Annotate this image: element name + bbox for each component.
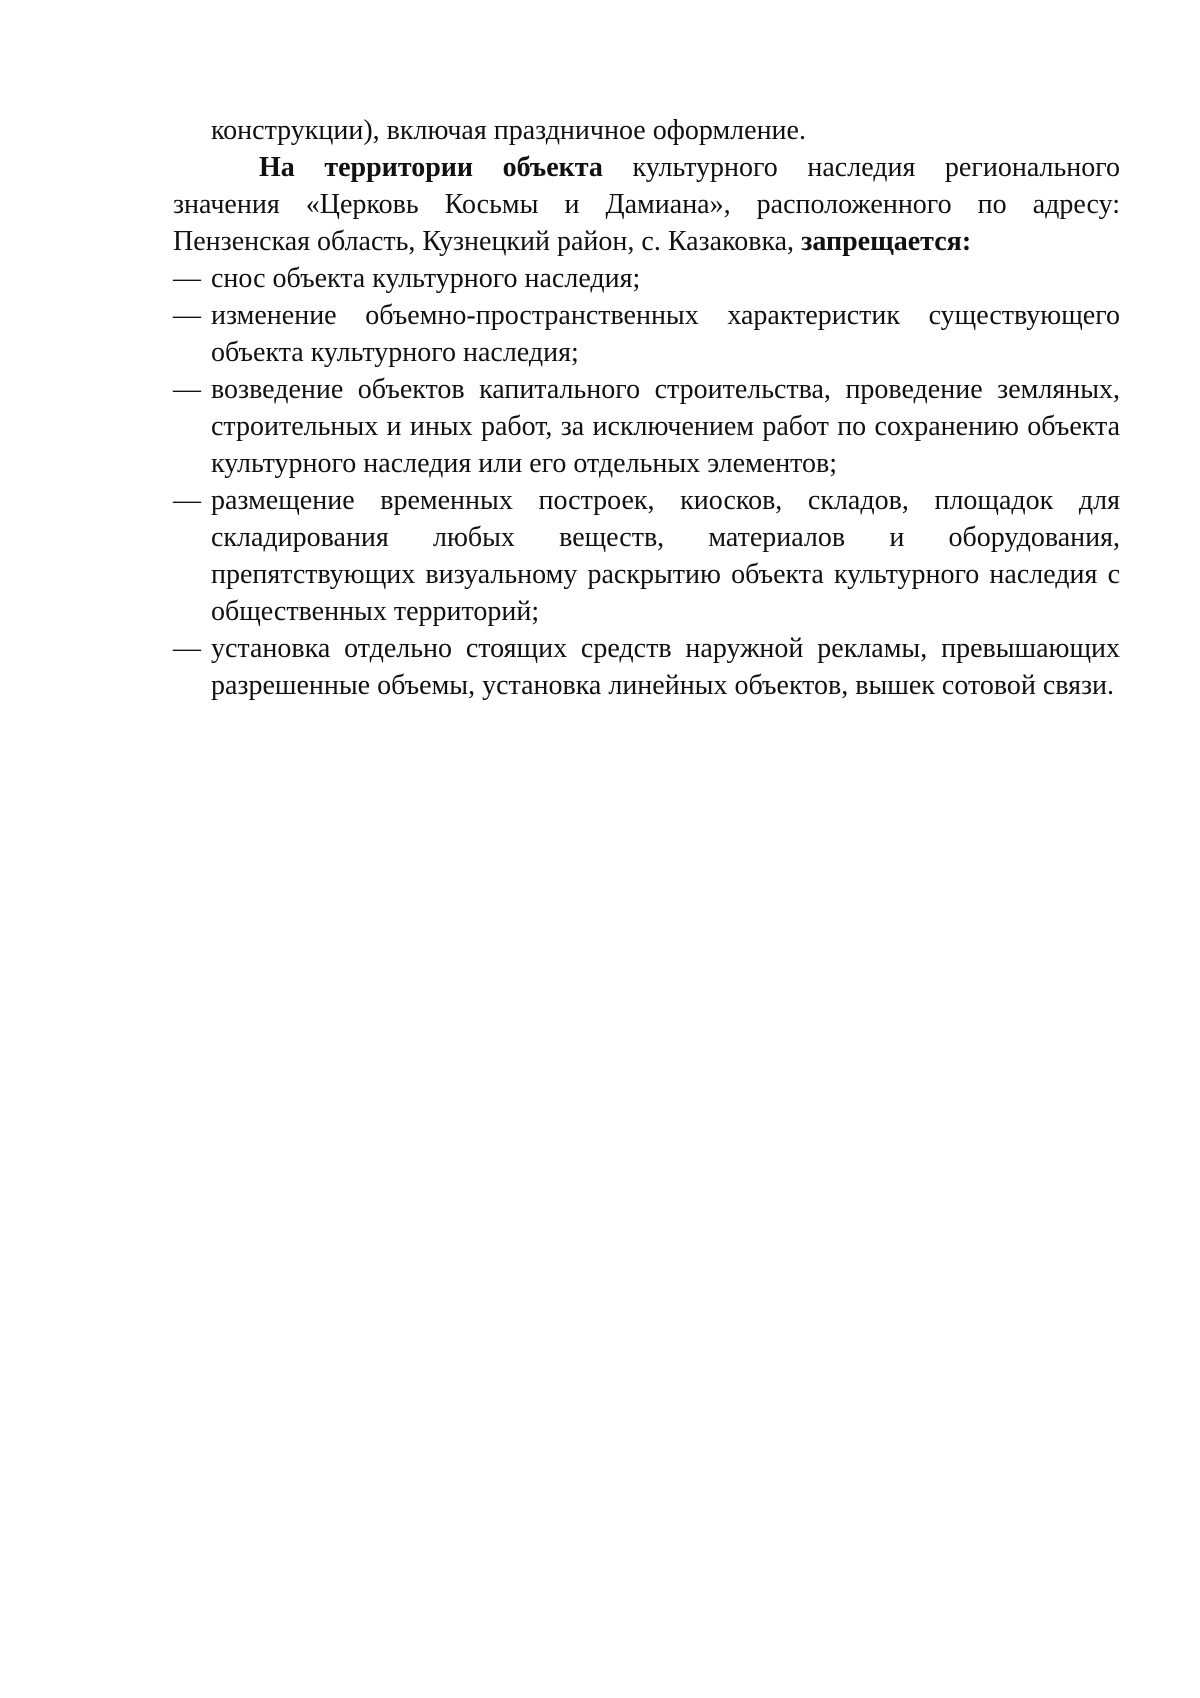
dash-marker: — bbox=[173, 374, 201, 405]
list-item-text: возведение объектов капитального строительства, проведение земляных, строительных и иных работ, за исключением работ по сохранению объекта культурного наследия или его отдельных элементов; bbox=[211, 374, 1120, 479]
list-item bbox=[173, 482, 1120, 630]
intro-text: культурного наследия регионального значения «Церковь Косьмы и Дамиана», расположенного по адресу: Пензенская область, Кузнецкий район, с. Казаковка, bbox=[173, 152, 1121, 257]
dash-marker: — bbox=[173, 263, 201, 294]
dash-marker: — bbox=[173, 485, 201, 516]
list-item-text: изменение объемно-пространственных характеристик существующего объекта культурного наследия; bbox=[211, 300, 1120, 368]
list-item bbox=[173, 297, 1120, 371]
list-item bbox=[173, 260, 1120, 297]
list-item bbox=[173, 371, 1120, 482]
list-item-text: размещение временных построек, киосков, складов, площадок для складирования любых веществ, материалов и оборудования, препятствующих визуальному раскрытию объекта культурного наследия с общественных территорий; bbox=[211, 485, 1120, 627]
intro-paragraph bbox=[173, 149, 1120, 260]
prohibitions-list bbox=[173, 260, 1120, 704]
intro-bold-lead: На территории объекта bbox=[259, 152, 603, 183]
continuation-paragraph: конструкции), включая праздничное оформление. bbox=[211, 115, 806, 146]
intro-bold-tail: запрещается: bbox=[801, 226, 972, 257]
list-item-text: установка отдельно стоящих средств наружной рекламы, превышающих разрешенные объемы, установка линейных объектов, вышек сотовой связи. bbox=[211, 633, 1120, 701]
dash-marker: — bbox=[173, 300, 201, 331]
dash-marker: — bbox=[173, 633, 201, 664]
list-item-text: снос объекта культурного наследия; bbox=[211, 263, 641, 294]
list-item bbox=[173, 630, 1120, 704]
document-body bbox=[173, 112, 1120, 704]
